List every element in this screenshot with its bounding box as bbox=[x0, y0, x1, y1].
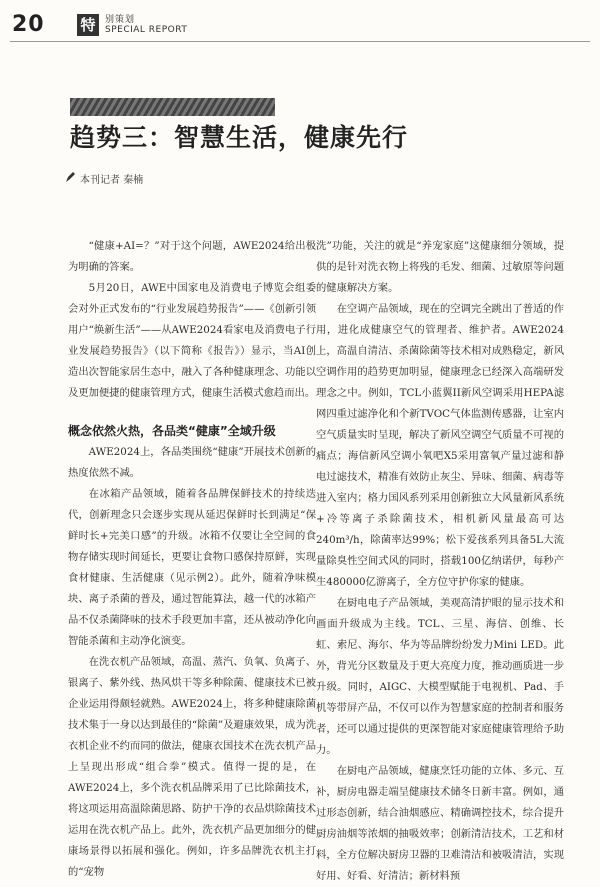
title-decoration-band bbox=[70, 98, 275, 116]
paragraph: 在厨电产品领域，健康烹饪功能的立体、多元、互补，厨房电器走端呈健康技术储冬日新丰富。例如，通过形态创新，结合油烟感应、精确调控技术，综合提升厨房油烟等浓烟的抽吸效率；创新清洁技术，工艺和材料，全方位解决厨房卫器的卫难清洁和被吸清洁，实现好用、好看、好清洁；新材料预 bbox=[316, 765, 564, 882]
paragraph: “健康+AI=？”对于这个问题，AWE2024给出极为明确的答案。 bbox=[68, 240, 316, 273]
page-number: 20 bbox=[12, 12, 45, 37]
paragraph: 洗”功能，关注的就是“养宠家庭”这健康细分领域，提供的是针对洗衣物上将残的毛发、细菌、过敏原等问题的健康解决方案。 bbox=[316, 240, 564, 294]
header-divider bbox=[10, 41, 590, 42]
article-title: 趋势三：智慧生活，健康先行 bbox=[70, 123, 409, 152]
left-column bbox=[68, 236, 316, 883]
paragraph: 在洗衣机产品领域，高温、蒸汽、负氧、负离子、银离子、紫外线、热风烘干等多种除菌、健康技术已被企业运用得颇轻就熟。AWE2024上，将多种健康除菌技术集于一身以达到最佳的“除菌”及避康效果，成为洗衣机企业不约而同的做法，健康衣国技术在洗衣机产品上呈现出形成“组合拳”模式。值得一提的是，在AWE2024上，多个洗衣机品牌采用了已比除菌技术，将这项运用高温除菌思路、防护干净的衣品烘除菌技术运用在洗衣机产品上。此外，洗衣机产品更加细分的健康场景得以拓展和强化。例如，许多品牌洗衣机主打的“宠物 bbox=[68, 656, 316, 878]
section-heading: 概念依然火热，各品类“健康”全域升级 bbox=[68, 424, 276, 438]
paragraph: 在厨电电子产品领域，美观高清护眼的显示技术和画面升级成为主线。TCL、三星、海信、创维、长虹、索尼、海尔、华为等品牌纷纷发力Mini LED。此外，背光分区数量及于更大亮度力度，推动画质进一步升级。同时，AIGC、大模型赋能于电视机、Pad、手机等带屏产品，不仅可以作为智慧家庭的控制者和服务者，还可以通过提供的更深智能对家庭健康管理给予助力。 bbox=[316, 597, 564, 756]
paragraph: 在冰箱产品领域，随着各品牌保鲜技术的持续迭代，创新理念只会逐步实现从延迟保鲜时长到满足“保鲜时长+完美口感”的升级。冰箱不仅要让全空间的食物存储实现时间延长，更要让食物口感保持原鲜，实现食材健康、生活健康（见示例2）。此外，随着净味模块、离子杀菌的普及，通过智能算法，越一代的冰箱产品不仅杀菌降味的技术手段更加丰富，还从被动净化向智能杀菌和主动净化演变。 bbox=[68, 488, 316, 647]
section-name-en: SPECIAL REPORT bbox=[105, 25, 188, 35]
paragraph: 在空调产品领域，现在的空调完全跳出了普适的作用，进化成健康空气的管理者、维护者。AWE2024上，高温自清洁、杀菌除菌等技术相对成熟稳定，新风空调作用的趋势更加明显，健康理念已经深入高端研发理念之中。例如，TCL小蓝翼II新风空调采用HEPA滤网四重过滤净化和个新TVOC气体监测传感器，让室内空气质量实时呈现，解决了新风空调空气质量不可视的痛点；海信新风空调小氧吧X5采用富氧产量过滤和静电过滤技术，精准有效防止灰尘、异味、细菌、病毒等进入室内；格力国风系列采用创新独立大风量新风系统+冷等离子杀除菌技术，相机新风量最高可达240m³/h，除菌率达99%；松下爱孩系列具备5L大流量除臭性空间式风的同时，搭载100亿纳诺伊，每秒产生480000亿游离子，全方位守护你家的健康。 bbox=[316, 303, 564, 588]
pen-icon bbox=[64, 171, 76, 183]
section-name-cn: 别策划 bbox=[105, 15, 136, 25]
right-column bbox=[316, 236, 564, 887]
section-mark-icon: 特 bbox=[77, 14, 99, 36]
paragraph: 5月20日，AWE中国家电及消费电子博览会组委会对外正式发布的“行业发展趋势报告”——《创新引领用户“焕新生活”——从AWE2024看家电及消费电子行业发展趋势报告》（以下简称《报告》）显示，当AI创造出次智能家居生态中，融入了各种健康理念、功能以及更加便捷的健康管理方式，健康生活模式愈趋而出。 bbox=[68, 282, 316, 399]
byline: 本刊记者 秦楠 bbox=[80, 175, 144, 186]
paragraph: AWE2024上，各品类围绕“健康”开展技术创新的热度依然不减。 bbox=[68, 446, 316, 479]
